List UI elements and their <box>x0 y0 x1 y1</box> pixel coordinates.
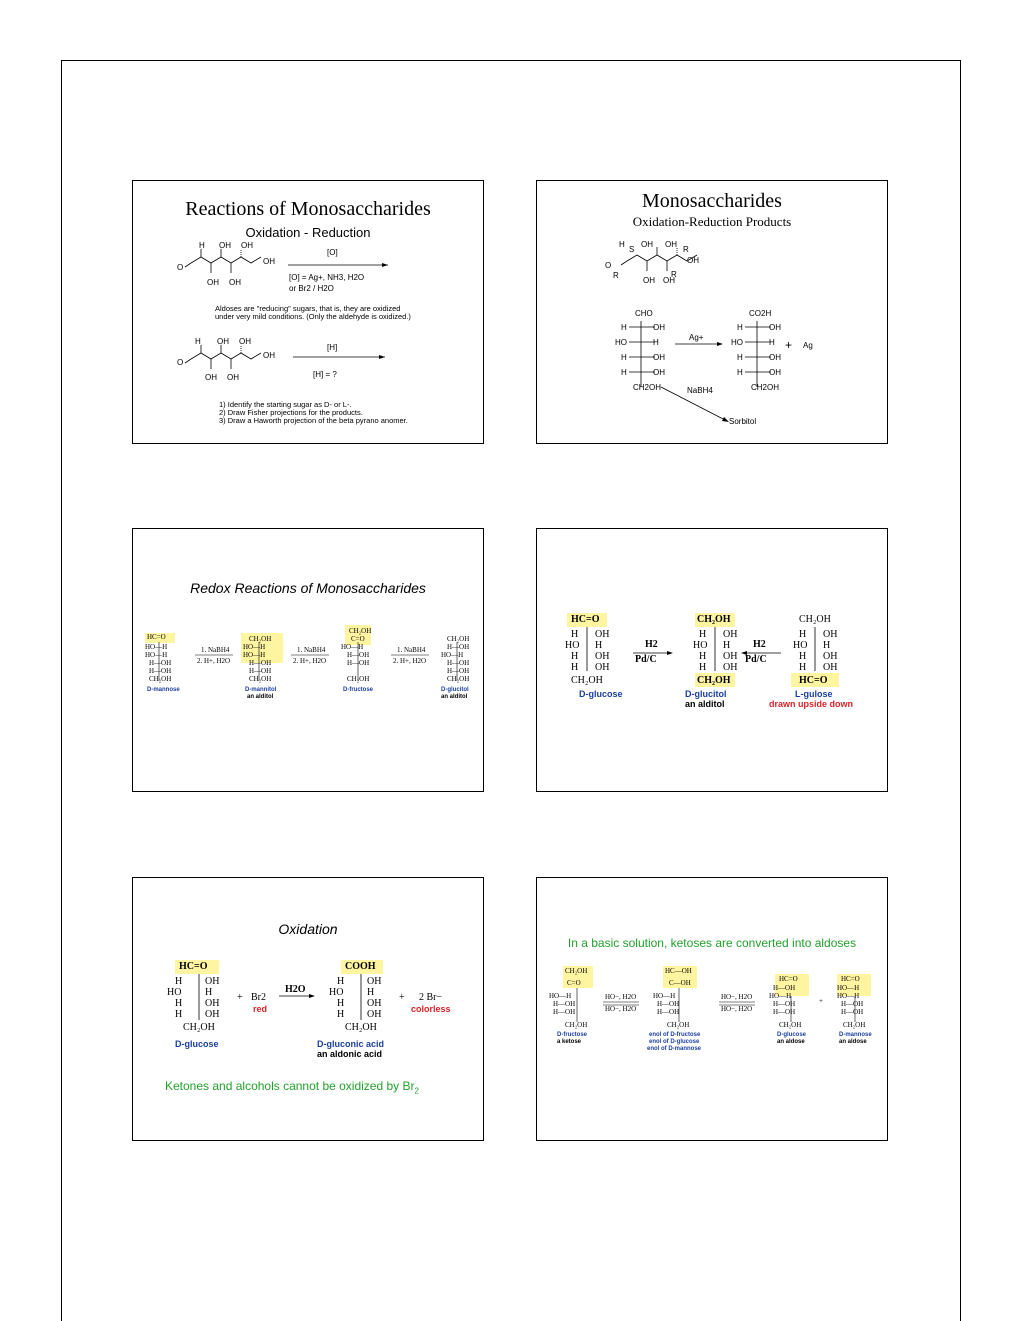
reagent-label: HO−, H2O <box>721 993 753 1001</box>
compound-name: D-glucitol <box>685 689 727 699</box>
compound-name: L-gulose <box>795 689 833 699</box>
atom-label: OH <box>219 241 231 250</box>
slide-title: Oxidation <box>278 921 338 937</box>
instruction-step: 3) Draw a Haworth projection of the beta pyrano anomer. <box>219 416 408 425</box>
compound-name: D-glucose <box>175 1039 219 1049</box>
oxidation-condition-alt: or Br2 / H2O <box>289 284 334 293</box>
atom-label: OH <box>641 240 653 249</box>
compound-name: D-mannose <box>147 687 180 693</box>
oxidation-reagent: [O] <box>327 248 338 257</box>
slide-oxidation: Oxidation HC=O H OH HO H H OH H OH CH₂OH + Br2 red H2O COOH H OH HO H H OH H OH CH₂OH + 2 Br− colorless D-glucose D-gluconic acid an aldonic acid Ketones and alcohols cannot be oxidized by $Br_2$ <box>132 877 484 1141</box>
compound-subname: an alditol <box>441 694 468 700</box>
slide-title: Monosaccharides <box>642 190 782 212</box>
slide-glucose-reduction: HC=O H OH HO H H OH H OH CH₂OH H2 Pd/C CH₂OH H OH HO H H OH H OH CH₂OH H2 Pd/C CH₂OH H OH HO H H OH H OH HC=O D-glucose D-glucitol an alditol L-gulose drawn upside down <box>536 528 888 792</box>
step-label: 2. H+, H2O <box>293 657 327 665</box>
atom-label: OH <box>217 337 229 346</box>
plus-sign: + <box>785 338 793 352</box>
byproduct-silver: Ag <box>803 341 813 350</box>
atom-label: OH <box>207 278 219 287</box>
slide-reactions-of-monosaccharides <box>132 180 484 444</box>
compound-name: enol of D-fructose <box>649 1032 701 1038</box>
compound-subname: a ketose <box>557 1039 582 1045</box>
catalyst-label: Pd/C <box>745 654 767 665</box>
compound-name: D-gluconic acid <box>317 1039 385 1049</box>
footer-text: Ketones and alcohols cannot be oxidized by Br <box>165 1079 415 1093</box>
reactant-bottom: CH2OH <box>633 383 662 392</box>
reagent-bromine: Br2 <box>251 992 266 1003</box>
stereo-label: R <box>671 270 677 279</box>
atom-label: OH <box>241 241 253 250</box>
compound-subname: an alditol <box>685 699 725 709</box>
atom-label: OH <box>665 240 677 249</box>
compound-name: D-glucose <box>579 689 623 699</box>
product-top: CO2H <box>749 309 772 318</box>
step-label: 2. H+, H2O <box>197 657 231 665</box>
atom-label: O <box>177 263 184 272</box>
atom-label: OH <box>229 278 241 287</box>
atom-label: OH <box>263 257 275 266</box>
step-label: 2. H+, H2O <box>393 657 427 665</box>
step-label: 1. NaBH4 <box>297 646 326 654</box>
byproduct-color: colorless <box>411 1004 451 1014</box>
catalyst-label: Pd/C <box>635 654 657 665</box>
slide-title: In a basic solution, ketoses are converted into aldoses <box>567 936 857 950</box>
atom-label: OH <box>263 351 275 360</box>
reagent-label: HO−, H2O <box>605 993 637 1001</box>
note-line: Aldoses are "reducing" sugars, that is, they are oxidized <box>215 304 401 313</box>
slide-subtitle: Oxidation-Reduction Products <box>632 214 792 229</box>
reagent-hydrogen: H2 <box>753 639 766 650</box>
instruction-step: 2) Draw Fisher projections for the products. <box>219 408 363 417</box>
atom-label: OH <box>643 276 655 285</box>
slide-redox-reactions: Redox Reactions of Monosaccharides HC=O HO—H HO—H H—OH H—OH CH₂OH 1. NaBH4 2. H+, H2O CH₂OH HO—H HO—H H—OH H—OH CH₂OH 1. NaBH4 2. H+, H2O CH₂OH C=O HO—H H—OH H—OH CH₂OH 1. NaBH4 2. H+, H2O CH₂OH H—OH HO—H H—OH H—OH CH₂OH D-mannose D-mannitol an alditol D-fructose D-glucitol an alditol <box>132 528 484 792</box>
stereo-label: R <box>683 245 689 254</box>
slide-title: Redox Reactions of Monosaccharides <box>190 580 426 596</box>
footer-note <box>165 1079 419 1095</box>
atom-label: H <box>619 240 625 249</box>
reagent-label: HO−, H2O <box>605 1005 637 1013</box>
reactant-top: CHO <box>635 309 653 318</box>
compound-name: D-glucitol <box>441 687 469 693</box>
reduction-condition: [H] = ? <box>313 370 337 379</box>
atom-label: H <box>199 241 205 250</box>
atom-label: OH <box>227 373 239 382</box>
compound-name: D-fructose <box>343 687 374 693</box>
atom-label: OH <box>239 337 251 346</box>
atom-label: H <box>195 337 201 346</box>
atom-label: O <box>605 261 612 270</box>
slide-title: Reactions of Monosaccharides <box>185 198 431 220</box>
byproduct-bromide: 2 Br− <box>419 992 443 1003</box>
reagent-hydrogen: H2 <box>645 639 658 650</box>
fischer-diagram <box>537 878 887 1140</box>
atom-label: OH <box>687 256 699 265</box>
compound-name: D-mannose <box>839 1032 872 1038</box>
reagent-label: HO−, H2O <box>721 1005 753 1013</box>
compound-subname: an aldose <box>777 1039 805 1045</box>
product-bottom: CH2OH <box>751 383 780 392</box>
compound-subname: an aldonic acid <box>317 1049 383 1059</box>
compound-subname: an aldose <box>839 1039 867 1045</box>
stereo-label: S <box>629 245 635 254</box>
reagent-water: H2O <box>285 984 306 995</box>
reduction-reagent: [H] <box>327 343 338 352</box>
compound-subname: enol of D-mannose <box>647 1046 702 1052</box>
atom-label: O <box>177 358 184 367</box>
note-line: under very mild conditions. (Only the aldehyde is oxidized.) <box>215 312 411 321</box>
reagent-silver: Ag+ <box>689 333 704 342</box>
oxidation-condition: [O] = Ag+, NH3, H2O <box>289 273 365 282</box>
footer-subscript: 2 <box>414 1086 419 1096</box>
step-label: 1. NaBH4 <box>397 646 426 654</box>
reagent-color: red <box>253 1004 268 1014</box>
compound-name: D-fructose <box>557 1032 588 1038</box>
structure-drawing <box>537 181 887 443</box>
instruction-step: 1) Identify the starting sugar as D- or L-. <box>219 400 352 409</box>
atom-label: OH <box>663 276 675 285</box>
product-sorbitol: Sorbitol <box>729 417 757 426</box>
slide-ketose-to-aldose: In a basic solution, ketoses are converted into aldoses CH₂OH C=O HO—H H—OH H—OH CH₂OH HO−, H2O HO−, H2O HC—OH C—OH HO—H H—OH H—OH CH₂OH HO−, H2O HO−, H2O HC=O H—OH HO—H H—OH H—OH CH₂OH + HC=O HO—H HO—H H—OH H—OH CH₂OH D-fructose a ketose enol of D-fructose enol of D-glucose enol of D-mannose D-glucose an aldose D-mannose an aldose <box>536 877 888 1141</box>
compound-subname: an alditol <box>247 694 274 700</box>
reagent-nabh4: NaBH4 <box>687 386 713 395</box>
stereo-label: R <box>613 271 619 280</box>
step-label: 1. NaBH4 <box>201 646 230 654</box>
slide-monosaccharides-oxidation-reduction: Monosaccharides Oxidation-Reduction Products H S OH OH R OH O R R OH OH CHO H OH HO H H OH H OH CH2OH Ag+ CO2H H OH HO H H OH H OH CH2OH + Ag NaBH4 Sorbitol <box>536 180 888 444</box>
compound-subname: enol of D-glucose <box>649 1039 700 1045</box>
atom-label: OH <box>205 373 217 382</box>
slide-subtitle: Oxidation - Reduction <box>245 225 371 240</box>
compound-name: D-mannitol <box>245 687 277 693</box>
compound-name: D-glucose <box>777 1032 807 1038</box>
warning-note: drawn upside down <box>769 699 854 709</box>
